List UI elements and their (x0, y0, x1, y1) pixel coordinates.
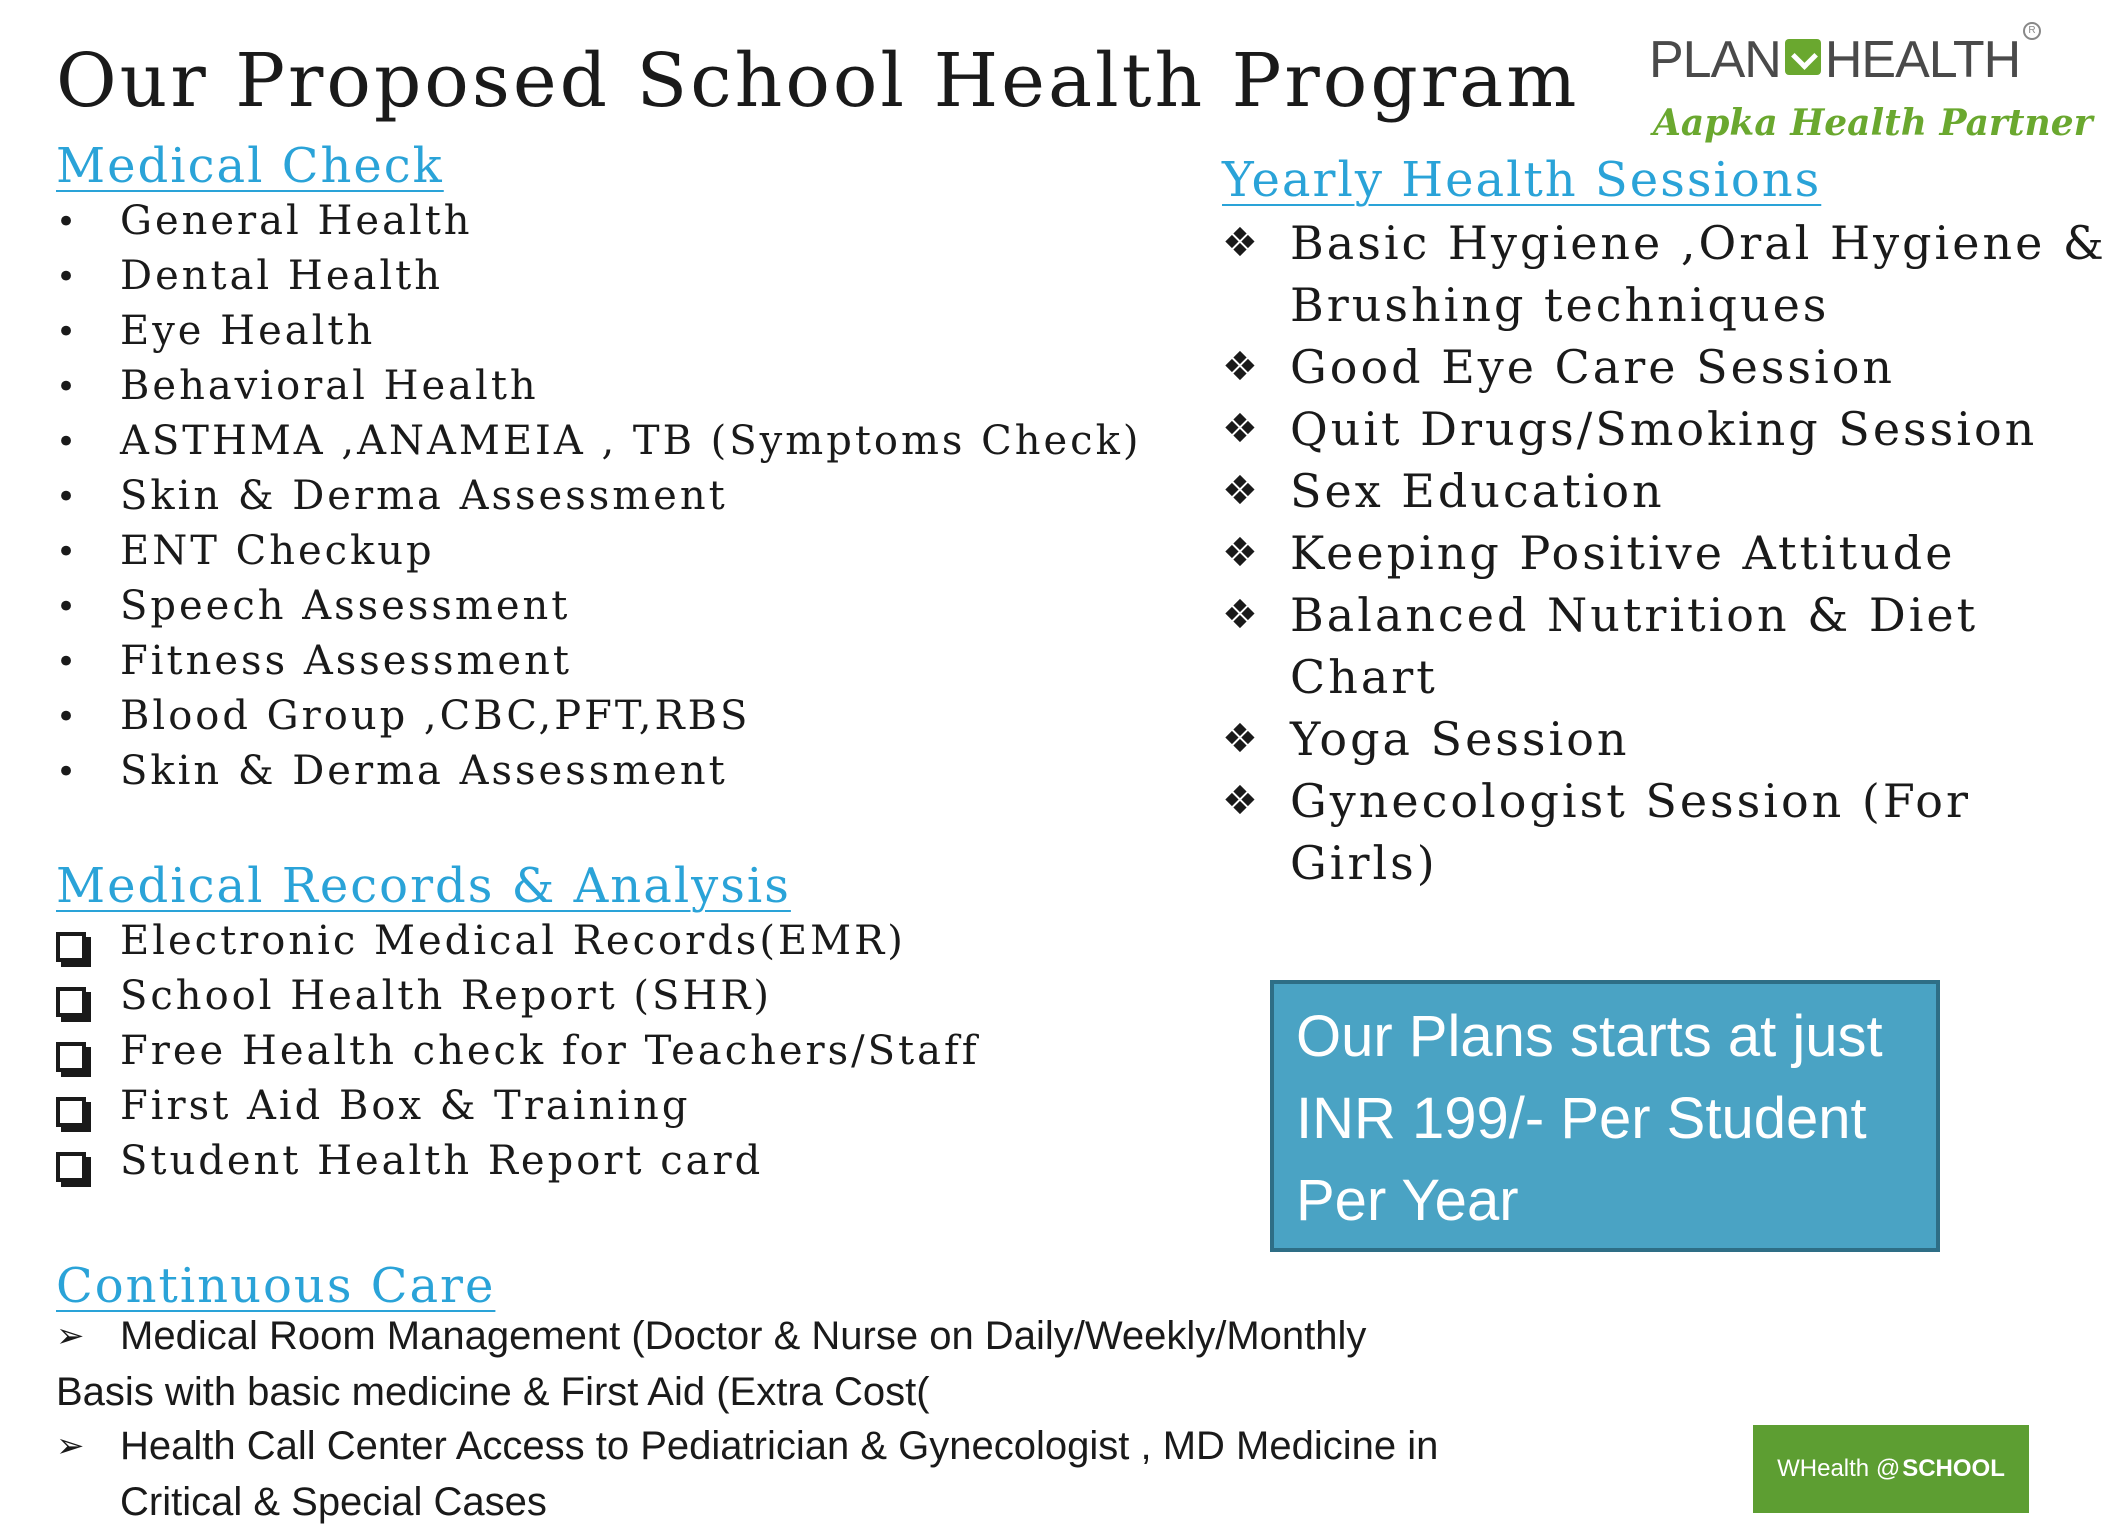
care-item-1-line-1: Medical Room Management (Doctor & Nurse on Daily/Weekly/Monthly (120, 1314, 1367, 1358)
diamond-bullet-icon: ❖ (1222, 530, 1261, 576)
yearly-session-item (1222, 708, 2107, 770)
bullet-icon: • (56, 202, 80, 242)
yearly-session-item (1222, 398, 2107, 460)
yearly-session-item (1222, 522, 2107, 584)
yearly-session-item (1222, 770, 2107, 894)
yearly-session-label: Good Eye Care Session (1290, 340, 1896, 394)
yearly-sessions-list (1222, 212, 2107, 894)
badge-prefix: WHealth @ (1777, 1455, 1901, 1482)
yearly-session-item (1222, 460, 2107, 522)
care-item-2-line-1: Health Call Center Access to Pediatrician & Gynecologist , MD Medicine in (120, 1424, 1439, 1468)
bullet-icon: • (56, 642, 80, 682)
yearly-session-label: Chart (1290, 650, 1438, 704)
yearly-session-label: Keeping Positive Attitude (1290, 526, 1956, 580)
bullet-icon: • (56, 532, 80, 572)
yearly-session-label: Balanced Nutrition & Diet (1290, 588, 1979, 642)
checkbox-square-icon (56, 1152, 86, 1182)
arrow-bullet-icon: ➢ (56, 1426, 85, 1466)
medical-records-item-label: Student Health Report card (120, 1138, 764, 1184)
bullet-icon: • (56, 697, 80, 737)
yearly-session-label: Sex Education (1290, 464, 1665, 518)
bullet-icon: • (56, 477, 80, 517)
diamond-bullet-icon: ❖ (1222, 468, 1261, 514)
pricing-callout (1270, 980, 1940, 1252)
medical-check-item-label: Skin & Derma Assessment (120, 473, 728, 519)
diamond-bullet-icon: ❖ (1222, 344, 1261, 390)
yearly-session-label: Quit Drugs/Smoking Session (1290, 402, 2038, 456)
badge-suffix: SCHOOL (1902, 1455, 2005, 1482)
page-title: Our Proposed School Health Program (56, 38, 1580, 124)
checkbox-square-icon (56, 932, 86, 962)
logo-wordmark (1649, 30, 2020, 90)
yearly-session-label: Yoga Session (1290, 712, 1630, 766)
medical-check-item-label: Fitness Assessment (120, 638, 572, 684)
yearly-session-label: Girls) (1290, 836, 1438, 890)
medical-check-item-label: Eye Health (120, 308, 376, 354)
bullet-icon: • (56, 257, 80, 297)
bullet-icon: • (56, 752, 80, 792)
yearly-session-item (1222, 336, 2107, 398)
pricing-line-1: Our Plans starts at just (1296, 1004, 1883, 1069)
diamond-bullet-icon: ❖ (1222, 220, 1261, 266)
medical-records-item-label: School Health Report (SHR) (120, 973, 772, 1019)
medical-check-item-label: Behavioral Health (120, 363, 539, 409)
yearly-session-item (1222, 212, 2107, 336)
medical-records-item-label: Electronic Medical Records(EMR) (120, 918, 906, 964)
medical-check-item-label: ENT Checkup (120, 528, 435, 574)
whealth-school-badge (1753, 1425, 2029, 1513)
care-item-1-line-2: Basis with basic medicine & First Aid (Extra Cost( (56, 1370, 930, 1414)
medical-records-item-label: Free Health check for Teachers/Staff (120, 1028, 980, 1074)
checkbox-square-icon (56, 987, 86, 1017)
medical-check-item-label: Dental Health (120, 253, 443, 299)
yearly-sessions-heading: Yearly Health Sessions (1222, 152, 1822, 208)
pricing-line-3: Per Year (1296, 1168, 1519, 1233)
medical-check-item-label: General Health (120, 198, 473, 244)
plan-health-logo (1645, 22, 2093, 144)
yearly-session-label: Brushing techniques (1290, 278, 1830, 332)
bullet-icon: • (56, 587, 80, 627)
medical-check-heading: Medical Check (56, 138, 444, 194)
bullet-icon: • (56, 367, 80, 407)
medical-check-item-label: Blood Group ,CBC,PFT,RBS (120, 693, 751, 739)
pricing-line-2: INR 199/- Per Student (1296, 1086, 1867, 1151)
yearly-session-label: Gynecologist Session (For (1290, 774, 1971, 828)
bullet-icon: • (56, 312, 80, 352)
diamond-bullet-icon: ❖ (1222, 778, 1261, 824)
bullet-icon: • (56, 422, 80, 462)
arrow-bullet-icon: ➢ (56, 1316, 85, 1356)
logo-tagline: Aapka Health Partner (1653, 102, 2093, 144)
diamond-bullet-icon: ❖ (1222, 406, 1261, 452)
care-item-2-line-2: Critical & Special Cases (120, 1480, 547, 1524)
leaf-icon (1785, 39, 1821, 75)
checkbox-square-icon (56, 1042, 86, 1072)
medical-records-heading: Medical Records & Analysis (56, 858, 791, 914)
medical-check-item-label: Skin & Derma Assessment (120, 748, 728, 794)
continuous-care-heading: Continuous Care (56, 1258, 496, 1314)
diamond-bullet-icon: ❖ (1222, 716, 1261, 762)
medical-records-item-label: First Aid Box & Training (120, 1083, 691, 1129)
registered-icon: R (2023, 22, 2041, 40)
diamond-bullet-icon: ❖ (1222, 592, 1261, 638)
checkbox-square-icon (56, 1097, 86, 1127)
yearly-session-item (1222, 584, 2107, 708)
logo-brand-right: HEALTH (1824, 31, 2021, 89)
logo-brand-left: PLAN (1649, 31, 1781, 89)
medical-check-item-label: Speech Assessment (120, 583, 571, 629)
medical-check-item-label: ASTHMA ,ANAMEIA , TB (Symptoms Check) (120, 418, 1142, 464)
yearly-session-label: Basic Hygiene ,Oral Hygiene & (1290, 216, 2107, 270)
